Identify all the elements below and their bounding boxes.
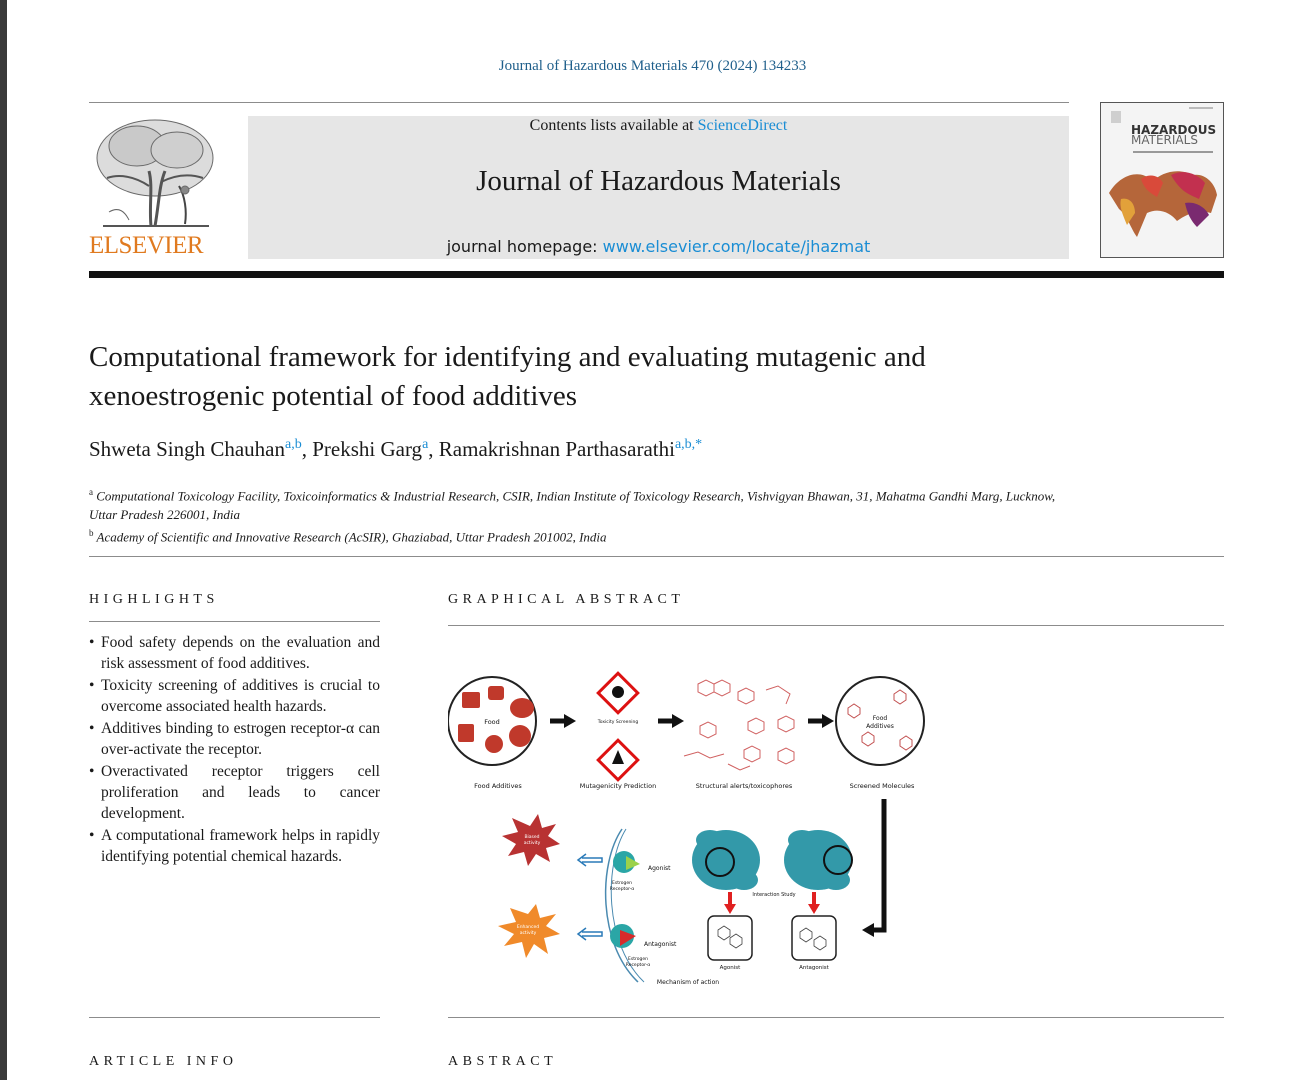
article-title: Computational framework for identifying and evaluating mutagenic and xenoestrogenic potential of food additives xyxy=(89,341,926,412)
graphical-abstract-heading: GRAPHICAL ABSTRACT xyxy=(448,592,685,607)
highlights-heading: HIGHLIGHTS xyxy=(89,592,219,607)
graphical-abstract-figure[interactable] xyxy=(448,664,928,994)
highlight-item: • Food safety depends on the evaluation and risk assessment of food additives. xyxy=(89,632,380,674)
antagonist-result-box xyxy=(792,916,836,960)
interaction-study-label: Interaction Study xyxy=(752,892,796,898)
author-name[interactable]: Prekshi Garg xyxy=(312,437,423,461)
enhanced-activity-label-2: activity xyxy=(519,931,537,936)
abstract-heading: ABSTRACT xyxy=(448,1054,558,1069)
affiliation-a xyxy=(89,483,1079,524)
highlight-item: • Toxicity screening of additives is crucial to overcome associated health hazards. xyxy=(89,675,380,717)
header-thick-rule xyxy=(89,271,1224,278)
enhanced-activity-label-1: Enhanced xyxy=(516,925,540,930)
return-arrow xyxy=(872,799,884,930)
affiliation-text: Computational Toxicology Facility, Toxicoinformatics & Industrial Research, CSIR, Indian Institute of Toxicology Research, Vishvigyan Bhawan, 31, Mahatma Gandhi Marg, Lucknow, Uttar Pradesh 226001, India xyxy=(89,488,1056,522)
article-info-rule xyxy=(89,1017,380,1018)
highlight-item: • Additives binding to estrogen receptor-α can over-activate the receptor. xyxy=(89,718,380,760)
author-separator: , xyxy=(428,437,439,461)
cover-title-2: MATERIALS xyxy=(1131,133,1198,147)
food-additives-label: Food Additives xyxy=(474,782,522,790)
agonist-label: Agonist xyxy=(648,865,671,872)
highlights-list xyxy=(89,632,380,868)
homepage-link[interactable]: www.elsevier.com/locate/jhazmat xyxy=(602,237,871,256)
viewer-edge xyxy=(0,0,7,1080)
highlight-item: • A computational framework helps in rapidly identifying potential chemical hazards. xyxy=(89,825,380,867)
protein-structure-2 xyxy=(784,830,852,890)
header-rule xyxy=(89,102,1069,103)
author-name[interactable]: Shweta Singh Chauhan xyxy=(89,437,285,461)
estrogen-label-3: Estrogen xyxy=(628,957,648,962)
structural-alert-molecules xyxy=(684,680,794,770)
contents-prefix: Contents lists available at xyxy=(529,117,698,134)
screened-center-label-2: Additives xyxy=(866,723,894,730)
affiliation-mark: b xyxy=(89,528,94,539)
estrogen-label-1: Estrogen xyxy=(612,881,632,886)
contents-line xyxy=(248,117,1069,135)
mechanism-label: Mechanism of action xyxy=(656,979,720,986)
article-info-heading: ARTICLE INFO xyxy=(89,1054,238,1069)
sciencedirect-link[interactable]: ScienceDirect xyxy=(697,117,788,134)
section-rule xyxy=(89,556,1224,557)
author-name[interactable]: Ramakrishnan Parthasarathi xyxy=(438,437,675,461)
screened-center-label-1: Food xyxy=(872,715,888,722)
agonist-hollow-arrow xyxy=(578,854,602,866)
journal-cover[interactable] xyxy=(1100,102,1224,258)
cover-title xyxy=(1131,125,1216,145)
antagonist-hollow-arrow xyxy=(578,928,602,940)
abstract-rule xyxy=(448,1017,1224,1018)
homepage-line xyxy=(248,237,1069,256)
elsevier-wordmark[interactable]: ELSEVIER xyxy=(89,232,204,259)
graphical-abstract-rule xyxy=(448,625,1224,626)
mutagenicity-prediction-label: Mutagenicity Prediction xyxy=(579,782,657,790)
food-center-label: Food xyxy=(484,718,500,726)
affiliations xyxy=(89,483,1079,547)
cover-title-1: HAZARDOUS xyxy=(1131,123,1217,137)
affiliation-b xyxy=(89,524,1079,547)
biased-activity-label-1: Biased xyxy=(524,835,540,840)
estrogen-label-2: Receptor-α xyxy=(609,887,635,892)
screened-molecules-label: Screened Molecules xyxy=(849,782,915,790)
antagonist-label: Antagonist xyxy=(644,941,677,948)
box-antagonist-label: Antagonist xyxy=(799,965,829,971)
journal-reference[interactable]: Journal of Hazardous Materials 470 (2024) 134233 xyxy=(498,58,807,74)
estrogen-label-4: Receptor-α xyxy=(625,963,651,968)
author-separator: , xyxy=(301,437,313,461)
toxicity-hazard-icon xyxy=(598,673,638,713)
highlight-item: • Overactivated receptor triggers cell proliferation and leads to cancer development. xyxy=(89,761,380,824)
toxicity-screening-label: Toxicity Screening xyxy=(597,720,639,725)
biased-activity-label-2: activity xyxy=(523,841,541,846)
author-list xyxy=(89,437,1089,462)
author-affiliation-mark[interactable]: a,b xyxy=(284,437,302,452)
protein-structure-1 xyxy=(692,830,760,890)
journal-title: Journal of Hazardous Materials xyxy=(476,165,841,197)
affiliation-text: Academy of Scientific and Innovative Research (AcSIR), Ghaziabad, Uttar Pradesh 201002, India xyxy=(96,529,607,545)
author-affiliation-mark[interactable]: a,b,* xyxy=(674,437,703,452)
highlights-rule xyxy=(89,621,380,622)
mutagenicity-hazard-icon xyxy=(598,740,638,780)
author-affiliation-mark[interactable]: a xyxy=(422,437,429,452)
box-agonist-label: Agonist xyxy=(719,965,741,971)
structural-alerts-label: Structural alerts/toxicophores xyxy=(695,782,793,790)
affiliation-mark: a xyxy=(89,487,93,497)
biased-activity-burst xyxy=(502,814,560,866)
homepage-prefix: journal homepage: xyxy=(446,237,603,256)
